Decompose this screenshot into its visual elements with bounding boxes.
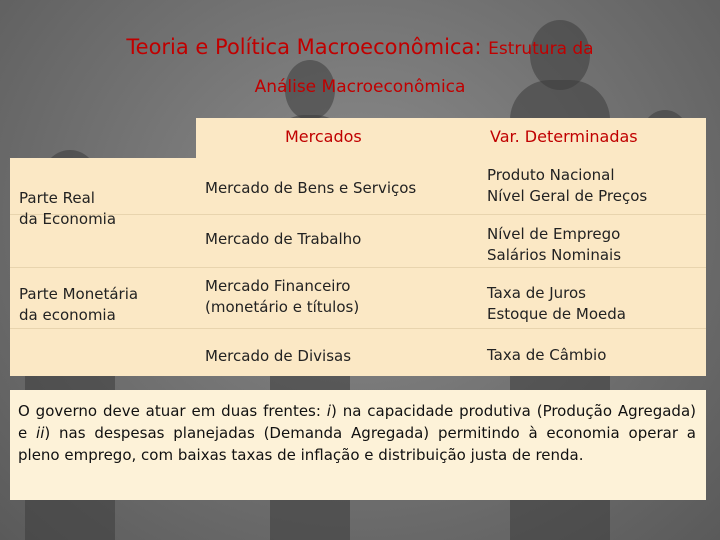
cell-mercado-bens: Mercado de Bens e Serviços (205, 179, 417, 197)
cell-var-divisas: Taxa de Câmbio (487, 346, 607, 364)
note-italic: ii (36, 424, 45, 442)
note-text: ) nas despesas planejadas (Demanda Agregada) permitindo à economia operar a pleno emprego, com baixas taxas de inflação e distribuição justa de renda. (18, 424, 696, 464)
cell-var-bens (487, 165, 647, 207)
label-line: da economia (19, 306, 116, 324)
title-line-1 (0, 30, 720, 66)
note-paragraph (10, 390, 706, 500)
cell-mercado-trabalho: Mercado de Trabalho (205, 230, 362, 248)
cell-mercado-divisas: Mercado de Divisas (205, 347, 352, 365)
title-small: Estrutura da (488, 39, 594, 59)
title-line-2: Análise Macroeconômica (254, 77, 466, 97)
label-line: Parte Monetária (19, 285, 139, 303)
cell-line: Salários Nominais (487, 246, 622, 264)
header-mercados: Mercados (285, 127, 362, 146)
note-italic: i (326, 402, 331, 420)
cell-line: Estoque de Moeda (487, 305, 626, 323)
cell-var-financeiro (487, 283, 626, 325)
slide-title (0, 30, 720, 104)
header-variaveis: Var. Determinadas (490, 127, 638, 146)
row-divider (10, 328, 706, 329)
cell-line: Produto Nacional (487, 166, 615, 184)
cell-line: (monetário e títulos) (205, 298, 360, 316)
label-parte-monetaria (19, 284, 138, 326)
cell-line: Nível de Emprego (487, 225, 621, 243)
cell-line: Nível Geral de Preços (487, 187, 648, 205)
cell-mercado-financeiro (205, 276, 359, 318)
note-text: ) na capacidade produtiva (Produção Agregada) e (18, 402, 697, 442)
label-line: da Economia (19, 210, 117, 228)
label-parte-real (19, 188, 116, 230)
cell-line: Taxa de Juros (487, 284, 586, 302)
note-text: O governo deve atuar em duas frentes: (18, 402, 327, 420)
label-line: Parte Real (19, 189, 95, 207)
row-divider (10, 267, 706, 268)
cell-line: Mercado Financeiro (205, 277, 351, 295)
title-main: Teoria e Política Macroeconômica: (126, 35, 482, 59)
cell-var-trabalho (487, 224, 621, 266)
